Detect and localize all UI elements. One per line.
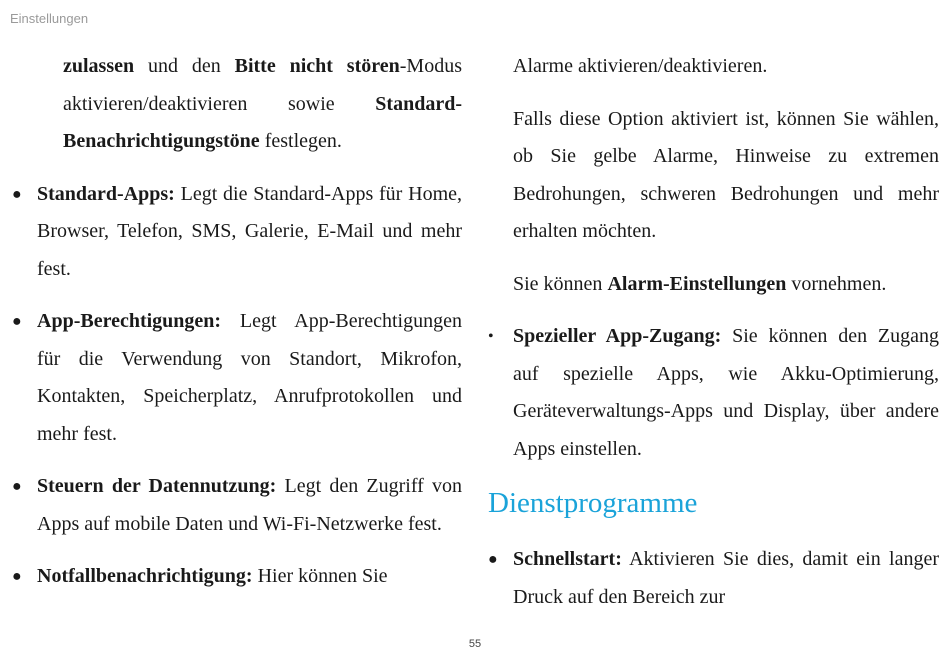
paragraph-options: Falls diese Option aktiviert ist, können Sie wählen, ob Sie gelbe Alarme, Hinweise zu extremen Bedrohungen, schweren Bedrohungen und mehr erhalten möchten.	[513, 107, 939, 242]
list-item-term: Notfallbenachrichtigung:	[37, 565, 253, 587]
text: vornehmen.	[786, 272, 887, 295]
list-item-description: Legt den Zugriff von Apps auf mobile Daten und Wi-Fi-Netzwerke fest.	[37, 475, 463, 535]
list-item-standard-apps	[12, 176, 462, 289]
text: und den	[134, 55, 235, 77]
bold-term: zulassen	[63, 55, 135, 77]
paragraph-alarm-settings	[488, 266, 939, 304]
list-item-text	[37, 558, 462, 596]
list-item-text	[513, 318, 939, 468]
page-header: Einstellungen	[10, 11, 89, 26]
list-item-term: Standard-Apps:	[37, 182, 175, 205]
list-item-description: Aktivieren Sie dies, damit ein langer Druck auf den Bereich zur	[513, 548, 939, 608]
list-item-description: Legt App-Berechtigungen für die Verwendung von Standort, Mikrofon, Kontakten, Speicherplatz, Anrufprotokollen und mehr fest.	[37, 310, 462, 445]
list-item-description: Legt die Standard-Apps für Home, Browser, Telefon, SMS, Galerie, E-Mail und mehr fest.	[37, 182, 462, 280]
list-item-term: Steuern der Datennutzung:	[37, 475, 277, 497]
page-number: 55	[468, 638, 482, 650]
bullet-icon: ●	[12, 185, 22, 203]
continued-paragraph	[12, 48, 462, 161]
list-item-text	[37, 468, 462, 543]
list-item-text	[513, 541, 939, 616]
list-item-term: Spezieller App-Zugang:	[513, 325, 722, 347]
list-item-term: App-Berechtigungen:	[37, 310, 222, 332]
text: -Modus aktivieren/deaktivieren sowie	[63, 55, 462, 115]
bold-term: Bitte nicht stören	[234, 55, 400, 77]
list-item-term: Schnellstart:	[513, 548, 622, 570]
list-item-data-usage	[12, 468, 462, 543]
list-item-text	[37, 303, 462, 453]
left-column	[12, 48, 462, 611]
bullet-icon: ●	[12, 313, 22, 330]
bold-term: Alarm-Einstellungen	[607, 272, 787, 295]
list-item-text	[37, 176, 462, 289]
list-item-special-app-access	[488, 318, 939, 468]
bullet-icon: ●	[12, 478, 22, 495]
bold-term: Standard-Benachrichtigungstöne	[63, 92, 462, 152]
paragraph-alarms: Alarme aktivieren/deaktivieren.	[513, 55, 768, 77]
text: Sie können	[513, 272, 608, 295]
list-item-emergency-alerts	[12, 558, 462, 596]
list-item-description: Sie können den Zugang auf spezielle Apps, wie Akku-Optimierung, Geräteverwaltungs-Apps und Display, über andere Apps einstellen.	[513, 325, 939, 460]
list-item-description: Hier können Sie	[252, 565, 388, 587]
bullet-icon: ●	[488, 551, 498, 568]
list-item-app-permissions	[12, 303, 462, 453]
list-item-quick-start	[488, 541, 939, 616]
right-column	[488, 48, 939, 631]
text: festlegen.	[259, 130, 342, 152]
bullet-icon: •	[488, 328, 494, 345]
section-heading: Dienstprogramme	[488, 487, 698, 519]
bullet-icon: ●	[12, 568, 22, 585]
